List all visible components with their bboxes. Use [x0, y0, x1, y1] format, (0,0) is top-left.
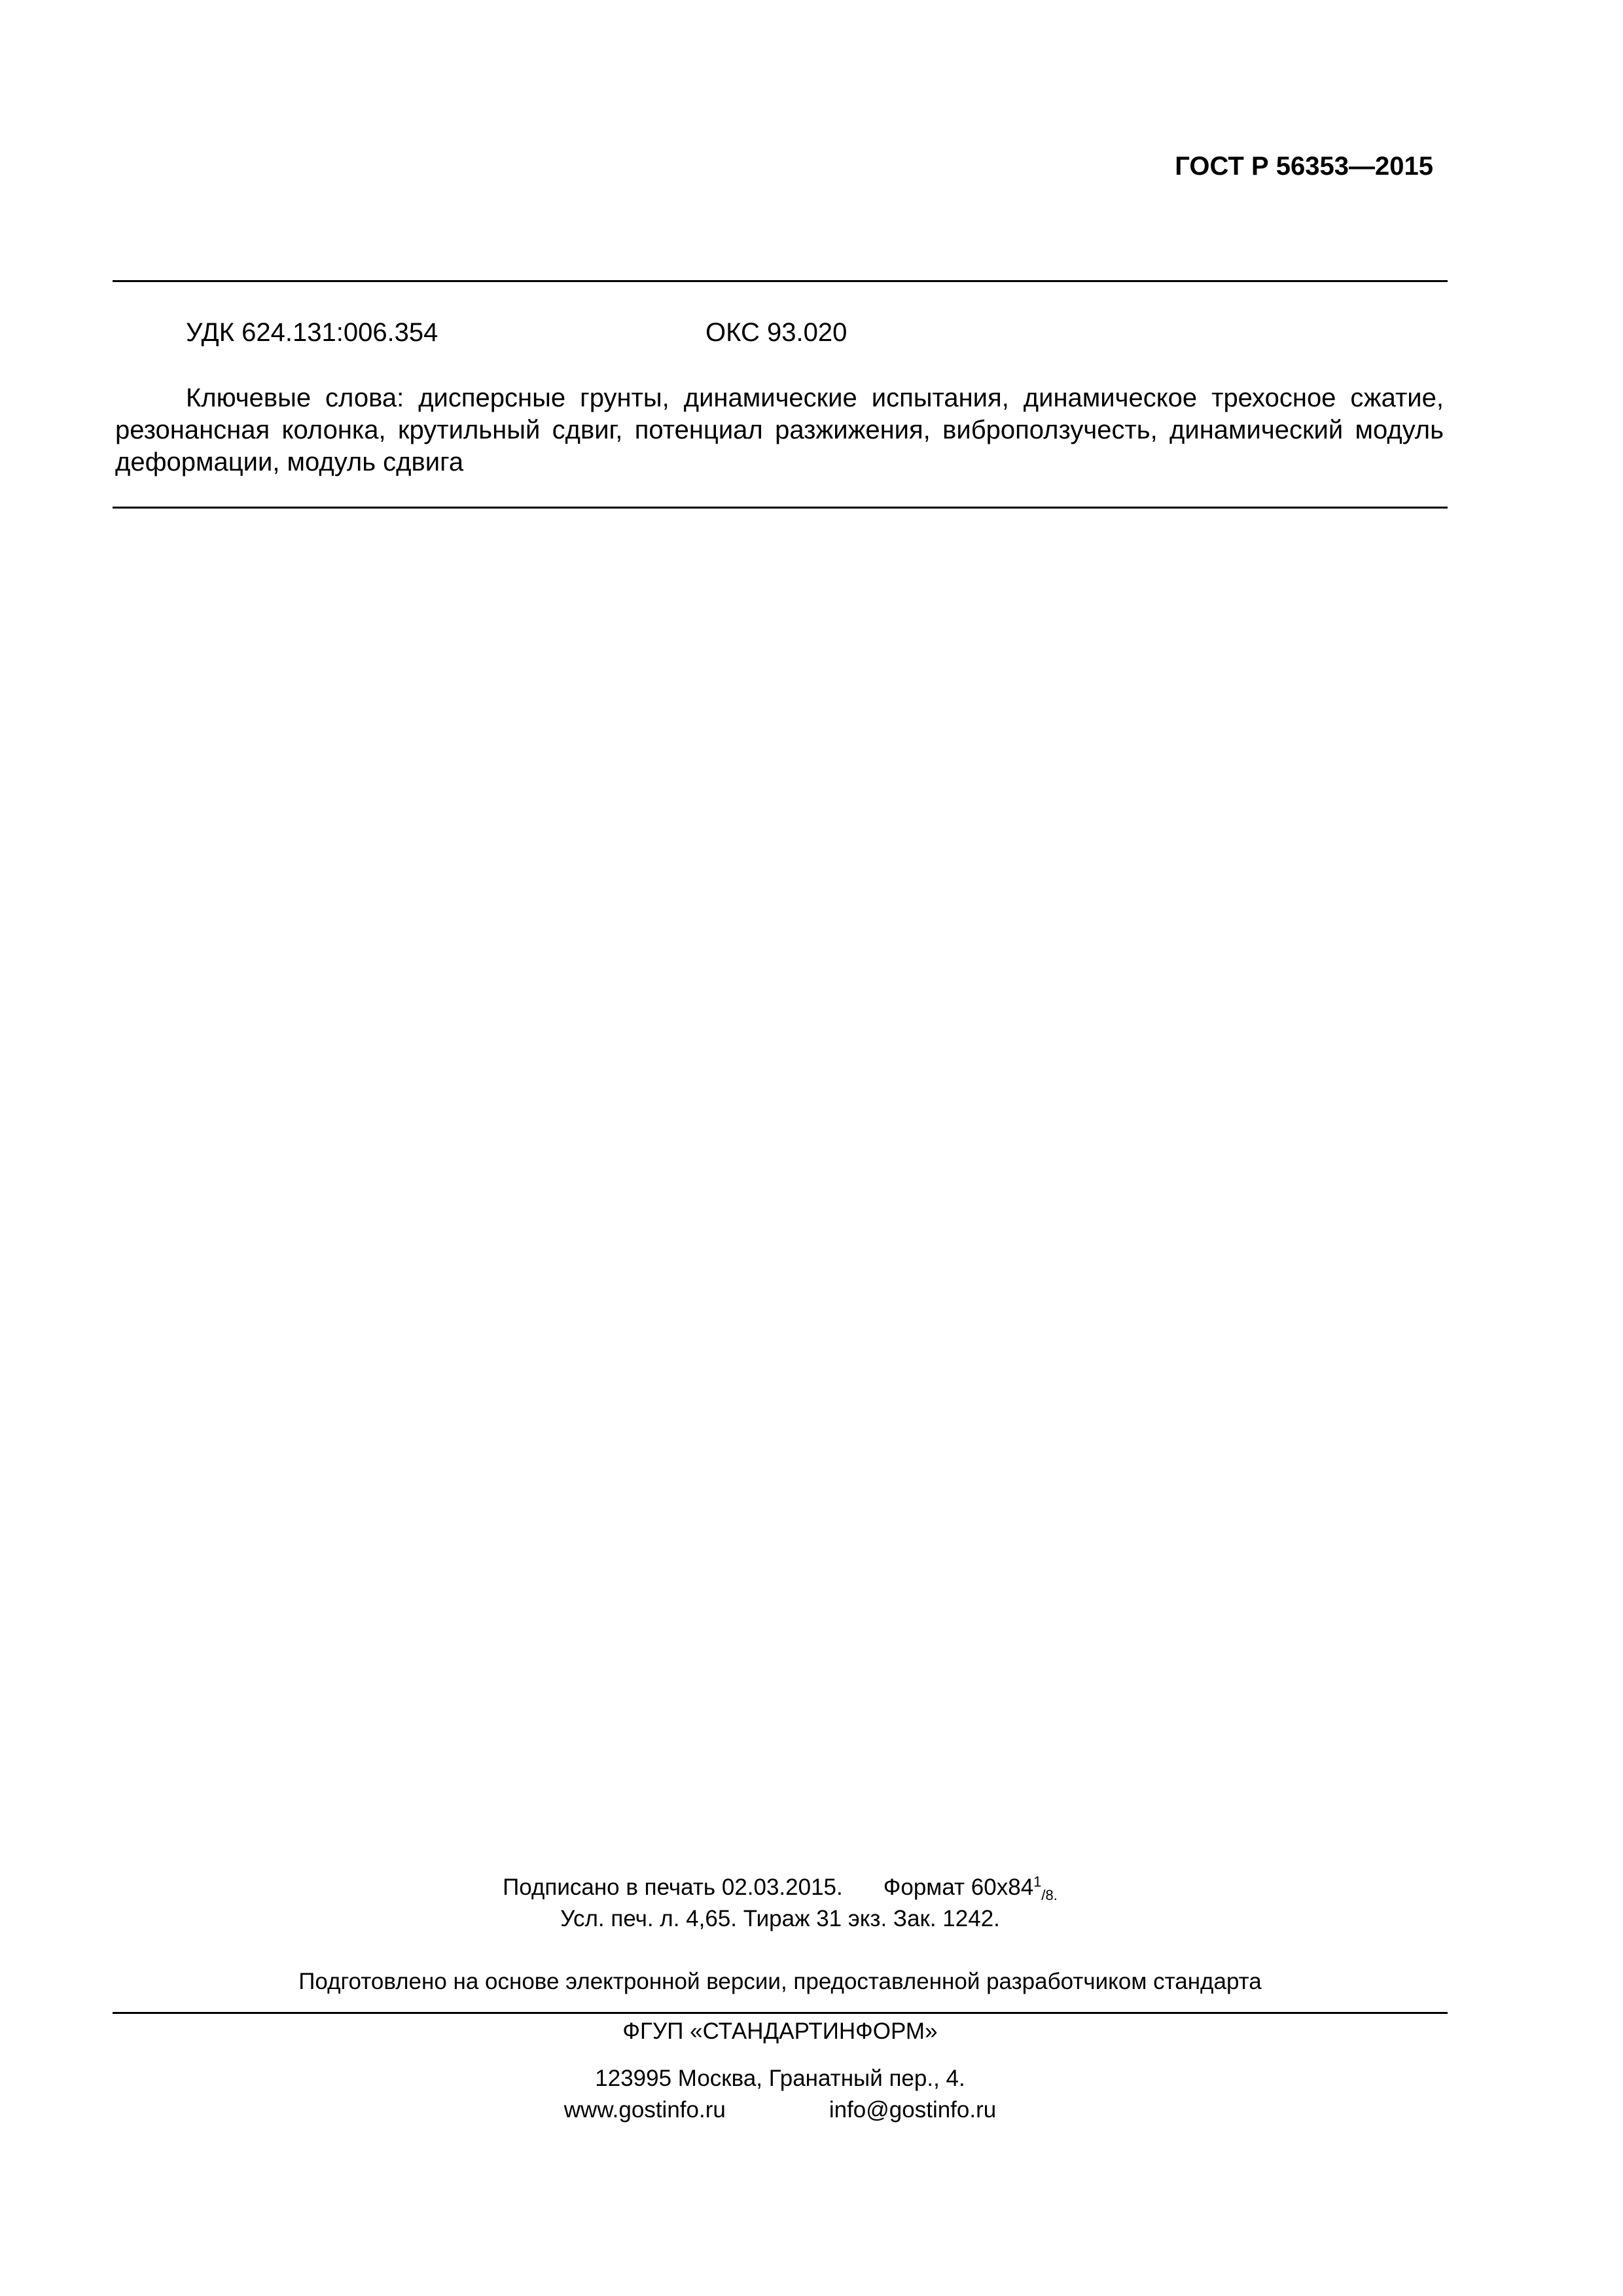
- keywords-divider: [113, 507, 1448, 509]
- imprint-line-2: Усл. печ. л. 4,65. Тираж 31 экз. Зак. 1242.: [560, 1906, 1000, 1931]
- format-superscript: 1: [1033, 1873, 1042, 1890]
- format-label: Формат 60x84: [883, 1874, 1034, 1900]
- imprint-line-1: [113, 1874, 1448, 1901]
- email-link[interactable]: info@gostinfo.ru: [829, 2097, 997, 2123]
- prepared-note: Подготовлено на основе электронной версии, предоставленной разработчиком стандарта: [298, 1969, 1262, 1994]
- website-link[interactable]: www.gostinfo.ru: [563, 2097, 726, 2123]
- udk-code: УДК 624.131:006.354: [186, 318, 438, 347]
- footer-divider: [113, 2012, 1448, 2014]
- contact-line: [113, 2097, 1448, 2123]
- document-code: ГОСТ Р 56353—2015: [1175, 152, 1433, 181]
- oks-code: ОКС 93.020: [705, 318, 847, 347]
- keywords-paragraph: Ключевые слова: дисперсные грунты, динамические испытания, динамическое трехосное сжатие, резонансная колонка, крутильный сдвиг, потенциал разжижения, виброползучесть, динамический модуль деформации, модуль сдвига: [115, 384, 1444, 476]
- publisher-name: ФГУП «СТАНДАРТИНФОРМ»: [622, 2018, 938, 2044]
- signed-date: Подписано в печать 02.03.2015.: [503, 1874, 843, 1900]
- format-subscript: /8.: [1041, 1887, 1058, 1903]
- publisher-address: 123995 Москва, Гранатный пер., 4.: [595, 2066, 965, 2091]
- top-divider: [113, 280, 1448, 282]
